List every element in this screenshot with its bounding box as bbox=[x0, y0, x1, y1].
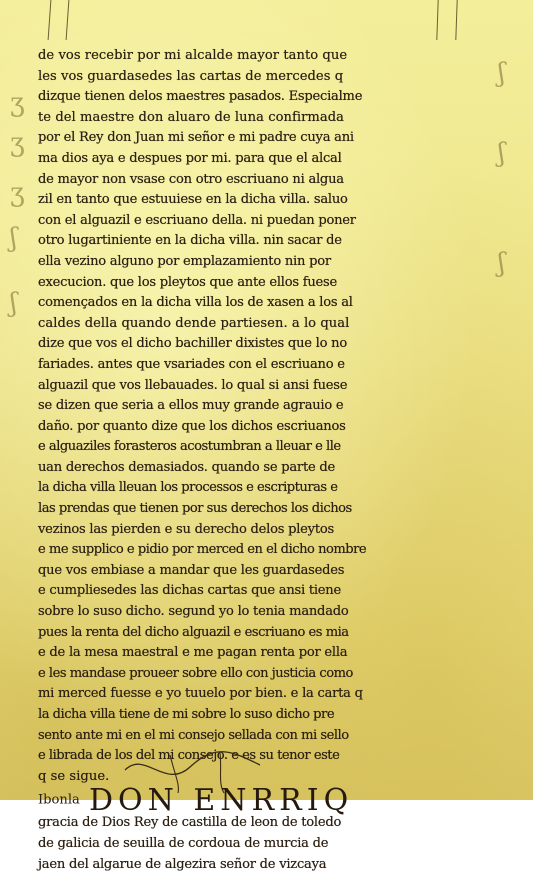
text-line: ma dios aya e despues por mi. para que el alcal bbox=[38, 150, 342, 166]
text-line: e alguaziles forasteros acostumbran a lleuar e lle bbox=[38, 439, 341, 455]
text-line: e cumpliesedes las dichas cartas que ansi tiene bbox=[38, 583, 341, 599]
text-line: con el alguazil e escriuano della. ni puedan poner bbox=[38, 212, 356, 228]
text-line: les vos guardasedes las cartas de mercedes q bbox=[38, 68, 344, 84]
margin-mark: ʃ bbox=[498, 138, 506, 168]
text-line: daño. por quanto dize que los dichos escriuanos bbox=[38, 418, 346, 434]
text-line: e les mandase proueer sobre ello con justicia como bbox=[38, 665, 353, 681]
ruling-line bbox=[66, 0, 70, 40]
text-line: vezinos las pierden e su derecho delos pleytos bbox=[38, 521, 334, 537]
text-line: e librada de los del mi consejo. e es su tenor este bbox=[38, 748, 340, 764]
text-line: sento ante mi en el mi consejo sellada con mi sello bbox=[38, 727, 349, 743]
ruling-line bbox=[455, 0, 458, 40]
heading-title: DON ENRRIQ bbox=[88, 782, 354, 818]
text-line: uan derechos demasiados. quando se parte de bbox=[38, 459, 335, 475]
flourish-ornament bbox=[120, 745, 270, 795]
text-line: dizque tienen delos maestres pasados. Especialme bbox=[38, 89, 363, 105]
text-line: execucion. que los pleytos que ante ellos fuese bbox=[38, 274, 338, 290]
heading-prefix: Ibonla bbox=[38, 792, 80, 808]
text-line: fariades. antes que vsariades con el escriuano e bbox=[38, 356, 345, 372]
text-line: zil en tanto que estuuiese en la dicha villa. saluo bbox=[38, 192, 348, 208]
text-line: e de la mesa maestral e me pagan renta por ella bbox=[38, 645, 348, 661]
ruling-line bbox=[48, 0, 52, 40]
closing-line: jaen del algarue de algezira señor de vizcaya bbox=[38, 856, 327, 872]
margin-mark: ʒ bbox=[10, 178, 25, 208]
text-line: las prendas que tienen por sus derechos los dichos bbox=[38, 501, 352, 517]
text-line: se dizen que seria a ellos muy grande agrauio e bbox=[38, 398, 344, 414]
text-line: la dicha villa lleuan los processos e escripturas e bbox=[38, 480, 338, 496]
text-line: començados en la dicha villa los de xasen a los al bbox=[38, 295, 353, 311]
margin-mark: ʒ bbox=[10, 88, 25, 118]
closing-line: gracia de Dios Rey de castilla de leon de toledo bbox=[38, 815, 342, 831]
text-line: ella vezino alguno por emplazamiento nin por bbox=[38, 253, 331, 269]
margin-mark: ʃ bbox=[498, 58, 506, 88]
text-line: mi merced fuesse e yo tuuelo por bien. e la carta q bbox=[38, 686, 363, 702]
text-line: otro lugartiniente en la dicha villa. nin sacar de bbox=[38, 233, 342, 249]
text-line: dize que vos el dicho bachiller dixistes que lo no bbox=[38, 336, 347, 352]
text-line: la dicha villa tiene de mi sobre lo suso dicho pre bbox=[38, 707, 335, 722]
text-line: caldes della quando dende partiesen. a lo qual bbox=[38, 315, 350, 331]
margin-mark: ʒ bbox=[10, 128, 25, 158]
text-line: e me supplico e pidio por merced en el dicho nombre bbox=[38, 542, 367, 558]
text-line: por el Rey don Juan mi señor e mi padre cuya ani bbox=[38, 130, 354, 146]
ruling-line bbox=[436, 0, 439, 40]
closing-line: de galicia de seuilla de cordoua de murcia de bbox=[38, 835, 329, 851]
text-line: q se sigue. bbox=[38, 768, 110, 784]
text-line: que vos embiase a mandar que les guardasedes bbox=[38, 562, 345, 578]
text-line: te del maestre don aluaro de luna confirmada bbox=[38, 109, 345, 125]
margin-mark: ʃ bbox=[10, 223, 18, 253]
text-line: sobre lo suso dicho. segund yo lo tenia mandado bbox=[38, 604, 349, 620]
text-line: de mayor non vsase con otro escriuano ni algua bbox=[38, 171, 344, 187]
margin-mark: ʃ bbox=[10, 288, 18, 318]
text-line: pues la renta del dicho alguazil e escriuano es mia bbox=[38, 624, 349, 640]
margin-mark: ʃ bbox=[498, 248, 506, 278]
text-line: de vos recebir por mi alcalde mayor tanto que bbox=[38, 48, 348, 63]
text-line: alguazil que vos llebauades. lo qual si ansi fuese bbox=[38, 377, 348, 393]
